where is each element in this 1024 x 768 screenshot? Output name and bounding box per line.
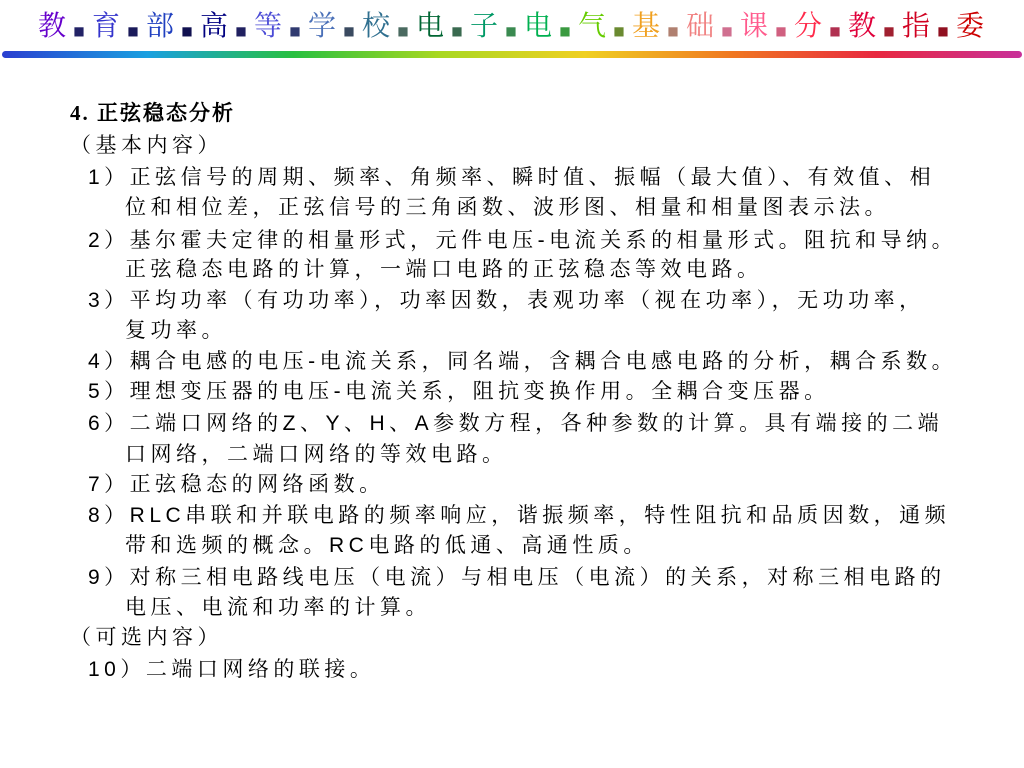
header-char: 电: [524, 9, 553, 42]
list-item-10-line-1: 10）二端口网络的联接。: [88, 658, 376, 681]
header-char: 气: [578, 9, 607, 42]
separator-square-icon: ■: [505, 24, 517, 38]
list-item-8-line-1: 8）RLC串联和并联电路的频率响应，谐振频率，特性阻抗和品质因数，通频: [88, 504, 951, 527]
list-item-2-line-1: 2）基尔霍夫定律的相量形式，元件电压-电流关系的相量形式。阻抗和导纳。: [88, 229, 958, 252]
list-item-6-line-2: 口网络，二端口网络的等效电路。: [125, 443, 508, 466]
list-item-9-line-1: 9）对称三相电路线电压（电流）与相电压（电流）的关系，对称三相电路的: [88, 566, 946, 589]
list-item-1-line-1: 1）正弦信号的周期、频率、角频率、瞬时值、振幅（最大值）、有效值、相: [88, 166, 936, 189]
separator-square-icon: ■: [73, 24, 85, 38]
section-title: 4. 正弦稳态分析: [70, 101, 235, 125]
list-item-4-line-1: 4）耦合电感的电压-电流关系，同名端，含耦合电感电路的分析，耦合系数。: [88, 350, 958, 373]
separator-square-icon: ■: [667, 24, 679, 38]
separator-square-icon: ■: [289, 24, 301, 38]
header-char: 校: [362, 9, 391, 42]
list-item-8-line-2: 带和选频的概念。RC电路的低通、高通性质。: [125, 534, 649, 557]
separator-square-icon: ■: [937, 24, 949, 38]
list-item-7-line-1: 7）正弦稳态的网络函数。: [88, 473, 385, 496]
header-char: 教: [848, 9, 877, 42]
list-item-9-line-2: 电压、电流和功率的计算。: [125, 596, 431, 619]
separator-square-icon: ■: [181, 24, 193, 38]
header-char: 子: [470, 9, 499, 42]
separator-square-icon: ■: [343, 24, 355, 38]
header-char: 部: [146, 9, 175, 42]
separator-square-icon: ■: [235, 24, 247, 38]
header-char: 高: [200, 9, 229, 42]
header-char: 学: [308, 9, 337, 42]
separator-square-icon: ■: [559, 24, 571, 38]
header-char: 分: [794, 9, 823, 42]
separator-square-icon: ■: [775, 24, 787, 38]
header-char: 础: [686, 9, 715, 42]
list-item-2-line-2: 正弦稳态电路的计算，一端口电路的正弦稳态等效电路。: [125, 258, 763, 281]
header-char: 电: [416, 9, 445, 42]
list-item-3-line-1: 3）平均功率（有功功率），功率因数，表观功率（视在功率），无功功率，: [88, 289, 925, 312]
separator-square-icon: ■: [127, 24, 139, 38]
header-char: 教: [38, 9, 67, 42]
header-char: 课: [740, 9, 769, 42]
separator-square-icon: ■: [883, 24, 895, 38]
list-item-6-line-1: 6）二端口网络的Z、Y、H、A参数方程，各种参数的计算。具有端接的二端: [88, 412, 944, 435]
header-char: 等: [254, 9, 283, 42]
separator-square-icon: ■: [829, 24, 841, 38]
header-char: 基: [632, 9, 661, 42]
list-item-5-line-1: 5）理想变压器的电压-电流关系，阻抗变换作用。全耦合变压器。: [88, 380, 830, 403]
list-item-1-line-2: 位和相位差，正弦信号的三角函数、波形图、相量和相量图表示法。: [125, 196, 890, 219]
header-char: 委: [956, 9, 985, 42]
optional-content-heading: （可选内容）: [70, 626, 223, 649]
separator-square-icon: ■: [451, 24, 463, 38]
basic-content-heading: （基本内容）: [70, 134, 223, 157]
header-char: 育: [92, 9, 121, 42]
header-title: [38, 6, 984, 46]
separator-square-icon: ■: [721, 24, 733, 38]
rainbow-divider: [2, 51, 1022, 58]
separator-square-icon: ■: [613, 24, 625, 38]
header-char: 指: [902, 9, 931, 42]
list-item-3-line-2: 复功率。: [125, 319, 227, 342]
separator-square-icon: ■: [397, 24, 409, 38]
